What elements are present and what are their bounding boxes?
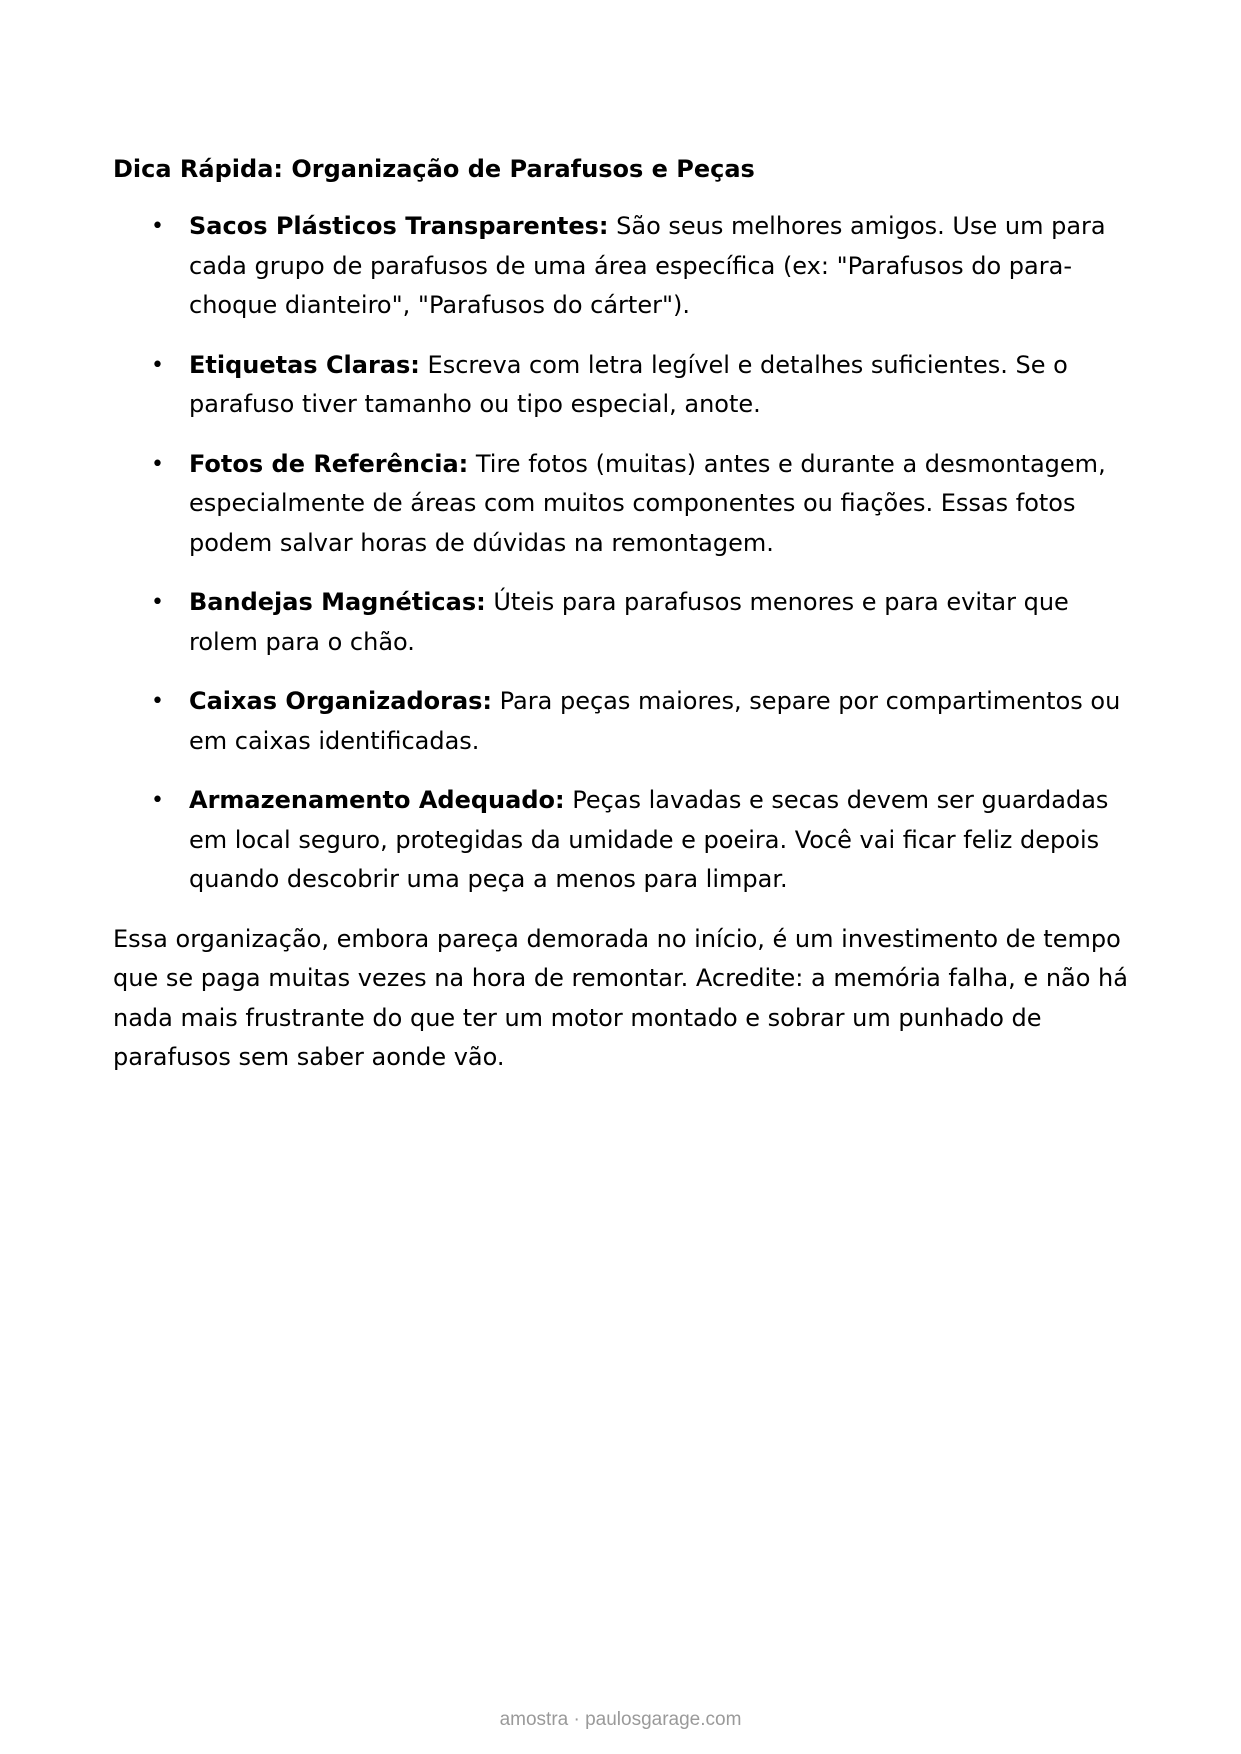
bullet-icon: • <box>151 352 164 378</box>
tips-list <box>113 207 1128 900</box>
bullet-icon: • <box>151 451 164 477</box>
tip-term: Caixas Organizadoras: <box>189 687 493 715</box>
bullet-icon: • <box>151 214 164 239</box>
tip-term: Fotos de Referência: <box>189 449 469 478</box>
section-heading: Dica Rápida: Organização de Parafusos e Peças <box>113 155 755 183</box>
list-item <box>113 682 1128 761</box>
tip-text: Úteis para parafusos menores e para evitar que rolem para o chão. <box>189 588 1069 656</box>
bullet-icon: • <box>151 788 164 813</box>
tip-term: Armazenamento Adequado: <box>189 786 565 814</box>
closing-paragraph: Essa organização, embora pareça demorada no início, é um investimento de tempo que se paga muitas vezes na hora de remontar. Acredite: a memória falha, e não há nada mais frustrante do que ter um motor montado e sobrar um punhado de parafusos sem saber aonde vão. <box>113 924 1128 1071</box>
tip-text: Escreva com letra legível e detalhes suficientes. Se o parafuso tiver tamanho ou tipo especial, anote. <box>189 350 1068 418</box>
document-body <box>113 150 1128 1078</box>
tip-text: São seus melhores amigos. Use um para cada grupo de parafusos de uma área específica (ex: "Parafusos do para-choque dianteiro", "Parafusos do cárter"). <box>189 212 1106 319</box>
list-item <box>113 583 1128 662</box>
tip-term: Sacos Plásticos Transparentes: <box>189 212 609 240</box>
tip-text: Peças lavadas e secas devem ser guardadas em local seguro, protegidas da umidade e poeira. Você vai ficar feliz depois quando descobrir uma peça a menos para limpar. <box>189 786 1109 893</box>
bullet-icon: • <box>151 689 164 714</box>
tip-term: Bandejas Magnéticas: <box>189 588 486 616</box>
tip-term: Etiquetas Claras: <box>189 350 420 379</box>
list-item <box>113 346 1128 425</box>
footer-watermark: amostra · paulosgarage.com <box>499 1709 742 1730</box>
list-item <box>113 207 1128 326</box>
list-item <box>113 445 1128 564</box>
tip-text: Para peças maiores, separe por compartimentos ou em caixas identificadas. <box>189 687 1121 755</box>
list-item <box>113 781 1128 900</box>
bullet-icon: • <box>151 590 164 615</box>
tip-text: Tire fotos (muitas) antes e durante a desmontagem, especialmente de áreas com muitos componentes ou fiações. Essas fotos podem salvar horas de dúvidas na remontagem. <box>189 449 1106 557</box>
